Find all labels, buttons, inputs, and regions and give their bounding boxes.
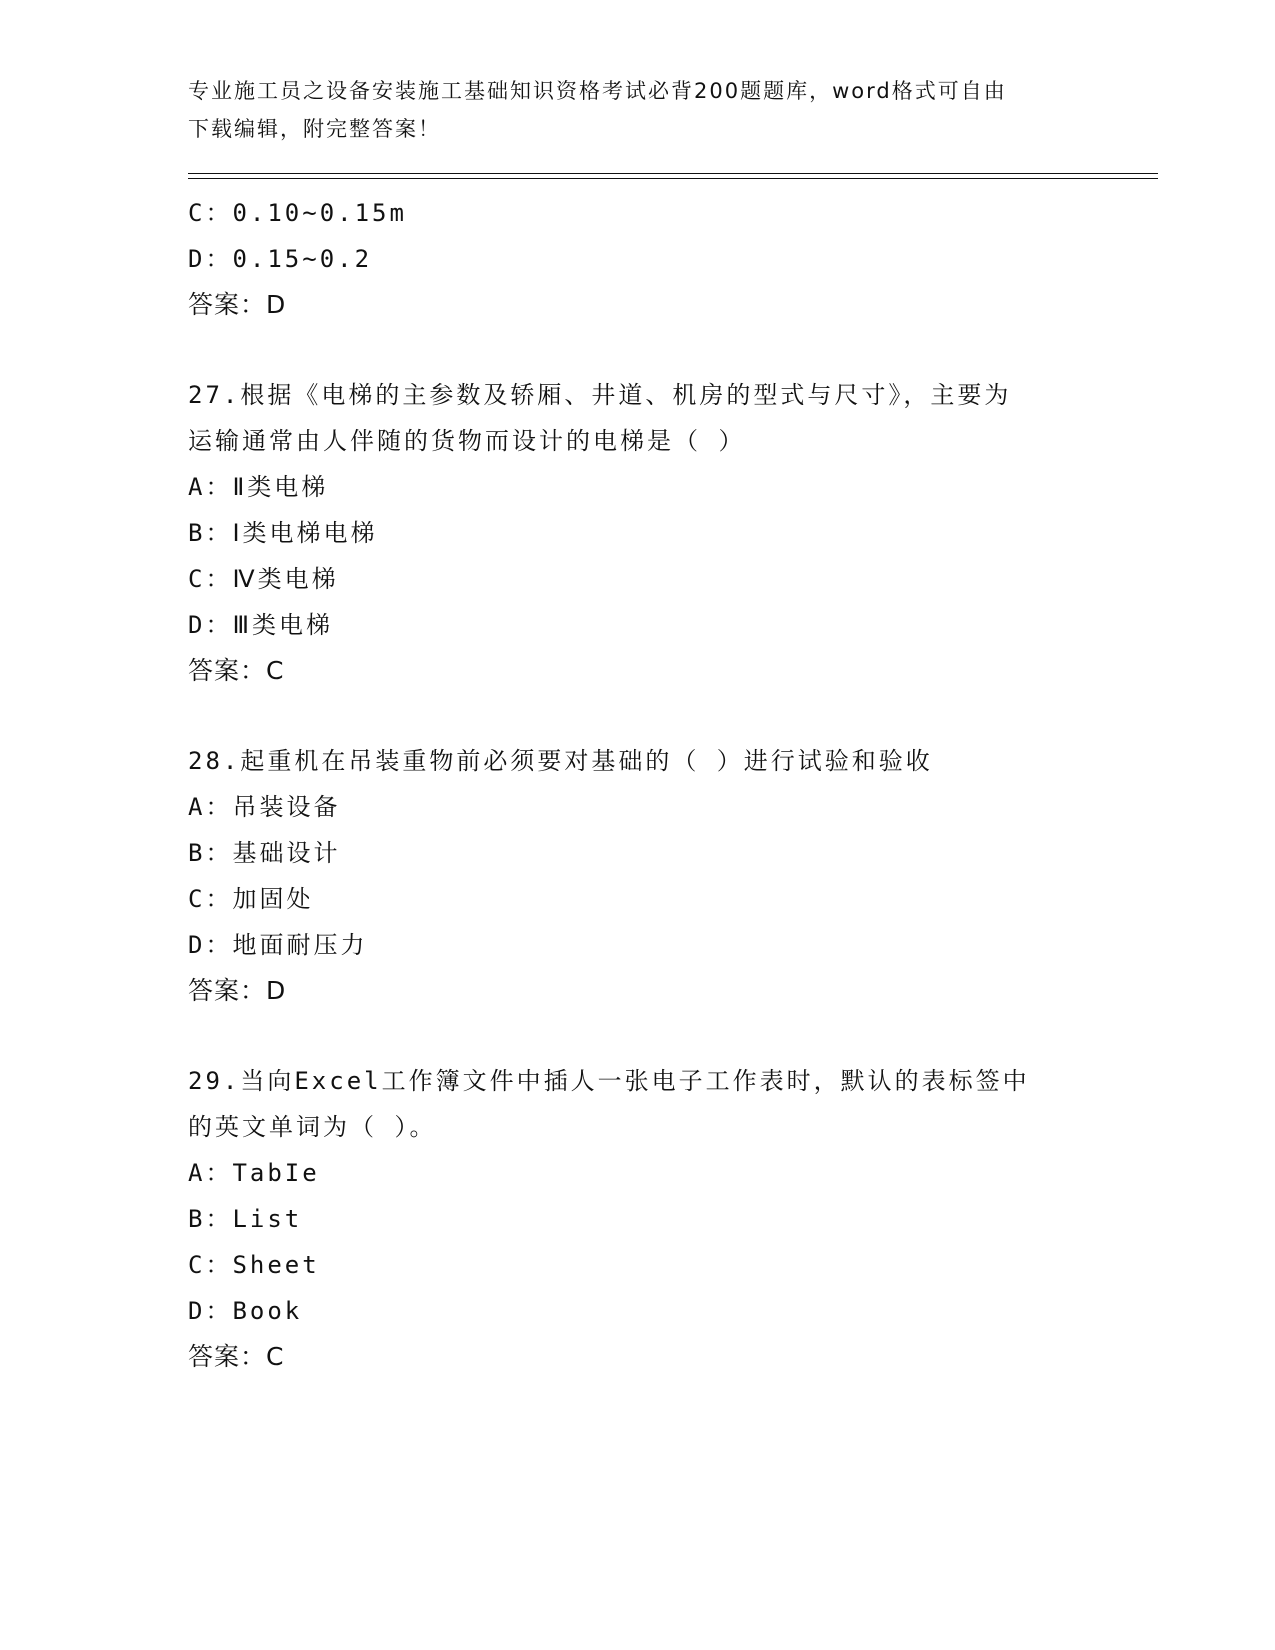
header-rule-top <box>188 173 1158 174</box>
option-b: B：基础设计 <box>188 839 341 867</box>
question-29 <box>188 1058 1088 1380</box>
question-text-line-1: 29.当向Excel工作簿文件中插人一张电子工作表时，默认的表标签中 <box>188 1067 1030 1095</box>
document-header <box>188 72 1068 148</box>
question-27 <box>188 372 1088 694</box>
option-b: B：Ⅰ类电梯电梯 <box>188 519 378 547</box>
question-text-line-1: 28.起重机在吊装重物前必须要对基础的（ ）进行试验和验收 <box>188 747 933 775</box>
option-d: D：0.15~0.2 <box>188 245 373 273</box>
question-text-line-1: 27.根据《电梯的主参数及轿厢、井道、机房的型式与尺寸》，主要为 <box>188 381 1012 409</box>
option-c: C：加固处 <box>188 885 314 913</box>
question-list <box>188 190 1088 1380</box>
previous-question-tail <box>188 190 1088 328</box>
option-a: A：Ⅱ类电梯 <box>188 473 329 501</box>
option-d: D：Book <box>188 1297 303 1325</box>
option-a: A：吊装设备 <box>188 793 341 821</box>
option-a: A：TabIe <box>188 1159 320 1187</box>
answer-line: 答案：C <box>188 1342 285 1371</box>
answer-line: 答案：D <box>188 290 287 319</box>
header-rule-bottom <box>188 178 1158 179</box>
question-28 <box>188 738 1088 1014</box>
question-text-line-2: 运输通常由人伴随的货物而设计的电梯是（ ） <box>188 427 746 455</box>
option-d: D：Ⅲ类电梯 <box>188 611 333 639</box>
answer-line: 答案：D <box>188 976 287 1005</box>
option-c: C：0.10~0.15m <box>188 199 407 227</box>
header-line-1: 专业施工员之设备安装施工基础知识资格考试必背200题题库，word格式可自由 <box>188 79 1007 103</box>
question-text-line-2: 的英文单词为（ ）。 <box>188 1113 437 1141</box>
option-b: B：List <box>188 1205 303 1233</box>
option-c: C：Sheet <box>188 1251 320 1279</box>
answer-line: 答案：C <box>188 656 285 685</box>
header-line-2: 下载编辑，附完整答案！ <box>188 117 441 141</box>
option-d: D：地面耐压力 <box>188 931 368 959</box>
option-c: C：Ⅳ类电梯 <box>188 565 339 593</box>
